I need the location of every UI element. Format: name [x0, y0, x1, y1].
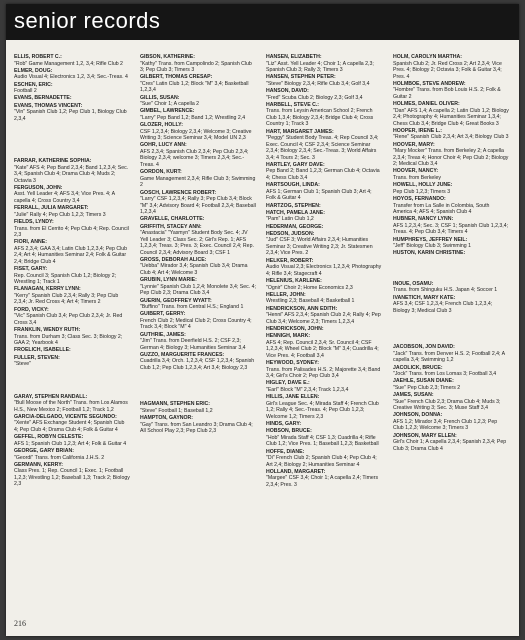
student-record [266, 203, 382, 210]
student-name: HENNIGH, MARK: [266, 333, 311, 340]
student-activities: "Jud" CSF 3; World Affairs 2,3,4; Humanities Seminar 3; Creative Writing 2,3; Jr. Statesmen 2,3,4; Vice Pres. 2 [266, 237, 373, 257]
student-record [393, 142, 509, 168]
student-activities: "Pam" Latin Club 1,2 [266, 216, 314, 223]
yearbook-page [6, 4, 519, 636]
student-activities: AFS 1,2; Mirador 3,4; French Club 1,2,3; Pep Club 1,2,3; Welcome 3; Timers 3 [393, 418, 498, 432]
student-activities: Wrestling 2,3; Baseball 4; Basketball 1 [266, 298, 355, 305]
student-name: HOOVER, NANCY: [393, 168, 439, 175]
student-name: HARTZOG, STEPHEN: [266, 202, 321, 209]
student-name: GORDON, KURT: [140, 169, 182, 176]
student-record [140, 190, 256, 216]
student-activities: "Hob" Mirada Staff 4; CSF 1,3; Cuadrilla 4; Rifle Club 1,2; Vice Pres. 1; Baseball 1,2,3; Basketball [266, 434, 379, 448]
student-activities: "Mary Mocker" Trans. from Berkeley 2; A capella 2,3,4; Treas 4; Honor Choir 4; Pep Club 2; Biology 2; Medical Club 3,4 [393, 148, 509, 168]
student-name: FISET, GARY: [14, 266, 48, 273]
student-activities: French Club 2; Medical Club 2; Cross Country 4; Track 3,4; Block "M" 4 [140, 317, 252, 331]
student-name: HARTSOUGH, LINDA: [266, 182, 320, 189]
student-name: FROELICH, ISABELLE: [14, 347, 71, 354]
student-activities: "Larry" Pep Band 1,2; Band 1,2; Wrestling 2,4 [140, 114, 246, 121]
student-name: HOLLAND, MARGARET: [266, 468, 326, 475]
student-record [140, 298, 256, 311]
student-name: GRIFFITH, STACEY ANN: [140, 223, 202, 230]
student-name: FARRAR, KATHERINE SOPHIA: [14, 158, 92, 165]
student-activities: "Ognir" Choir 2; Home Economics 2,3 [266, 284, 353, 291]
student-activities: AFS 1; Spanish Club 1,2,3; Art 4; Folk & Guitar 4 [14, 440, 127, 447]
student-record [266, 224, 382, 231]
student-record [393, 182, 509, 195]
student-activities: "Sue" French Club 2,3; Drama Club 4; Muds 3; Creative Writing 3; Sec. 3; Muse Staff 3,4 [393, 398, 501, 412]
student-record [14, 158, 130, 184]
student-record [14, 448, 130, 461]
student-name: GRUBIN, LYNN MARIE: [140, 277, 197, 284]
student-record [266, 394, 382, 420]
letter-group [14, 54, 130, 122]
student-name: HOFFE, DIANE: [266, 448, 305, 455]
student-activities: "Rob" Game Management 1,2, 3,4; Rifle Club 2 [14, 60, 123, 67]
student-activities: "Vin" Spanish Club 1,2; Pep Club 1, Biology Club 2,3,4 [14, 109, 127, 122]
student-name: EVANS, BERNADETTE: [14, 95, 72, 102]
student-name: JAMES, SUSAN: [393, 392, 434, 399]
student-activities: Transfer from La Salle in Colombia, South America 4; AFS 4; Spanish Club 4 [393, 202, 490, 216]
student-record [266, 278, 382, 291]
section-header-bar [6, 4, 519, 40]
student-record [14, 266, 130, 286]
student-name: GRAVELLE, CHARLOTTE: [140, 216, 205, 223]
student-record [140, 257, 256, 277]
student-record [393, 365, 509, 378]
student-name: GILLIS, SUSAN: [140, 94, 180, 101]
student-name: GOHR, LUCY ANN: [140, 142, 187, 149]
student-activities: "Geordi" Trans. from California J.H.S. 2 [14, 454, 105, 461]
letter-group [393, 281, 509, 314]
student-record [266, 102, 382, 128]
student-name: FIELDS, LYNDY: [14, 219, 54, 226]
student-name: GOSCH, LAWRENCE ROBERT: [140, 189, 217, 196]
student-record [140, 216, 256, 223]
student-name: HEDERMAN, GEORGE: [266, 223, 324, 230]
student-name: HUMPHREYS, JEFFREY NEIL: [393, 236, 468, 243]
student-activities: "Jack" Trans. from Denver H.S. 2; Football 2,4; A capella 3,4; Swimming 1,2 [393, 350, 505, 364]
section-title: senior records [14, 8, 161, 33]
student-activities: Trans. from Shinguku H.S. Japan 4; Soccer 1 [393, 287, 498, 294]
student-activities: Girl's League Sec. 4; Mirada Staff 4; French Club 1,2; Rally 4; Sec.-Treas. 4; Pep Club 1,2,3; Welcome 1,2; Timers 2,3 [266, 400, 379, 420]
student-activities: "Sue" Pep Club 2,3; Timers 2 [393, 384, 461, 391]
student-record [266, 182, 382, 202]
student-name: HUBNER, NANCY LYNN: [393, 216, 454, 223]
student-name: HEDSON, JUDSON: [266, 230, 315, 237]
student-record [393, 54, 509, 80]
student-record [14, 434, 130, 447]
student-name: HOYOS, FERNANDO: [393, 196, 446, 203]
student-record [14, 355, 130, 368]
letter-group [393, 54, 509, 257]
student-activities: "Jim" Trans. from Deerfield H.S. 2; CSF 2,3; German 4; Biology 3; Humanities Seminar 3,4 [140, 338, 246, 351]
student-name: HAMPTON, GAYNOR: [140, 415, 194, 422]
student-name: GUTHRIE, JAMES: [140, 331, 186, 338]
student-record [266, 129, 382, 162]
student-name: FULLER, STEVEN: [14, 354, 60, 361]
student-name: HENDRICKSON, ANN EDITH: [266, 305, 338, 312]
letter-group [140, 401, 256, 434]
student-record [266, 380, 382, 393]
student-record [14, 82, 130, 95]
student-record [266, 428, 382, 448]
student-activities: "Rene" Spanish Club 2,3,4; Art 3,4; Biology Club 3 [393, 134, 509, 141]
student-activities: Trans. from El Cerrito 4; Pep Club 4; Rep. Council 2,3 [14, 225, 129, 239]
student-record [393, 392, 509, 412]
student-activities: "Margee" CSF 3,4; Choir 1; A capella 2,4; Timers 2,3,4; Pres. 3 [266, 475, 379, 488]
student-name: HELENIUS, KARLENE: [266, 278, 322, 285]
student-name: FLANAGAN, KERRY LYNN: [14, 286, 81, 293]
letter-group [140, 54, 256, 371]
student-activities: "Dan" AFS 1,4; A capella 2; Latin Club 1,2; Biology 2,4; Photography 4; Humanities Seminar 1,3,4; Chess Club 3,4; Bridge Club 4; Great Books 3 [393, 107, 509, 127]
student-name: JOHNSON, MARY ELLEN: [393, 432, 457, 439]
student-name: HANSEN, ELIZABETH: [266, 54, 322, 60]
page-number: 216 [14, 619, 26, 628]
student-record [393, 216, 509, 236]
student-record [14, 54, 130, 67]
student-record [393, 378, 509, 391]
student-activities: Girl's Choir 1; A capella 2,3,4; Spanish 2,3,4; Pep Club 3; Drama Club 4 [393, 439, 507, 452]
student-record [140, 122, 256, 142]
student-name: FORD, VICKY: [14, 306, 49, 313]
student-activities: Audio Visual 4; Electronics 1,2, 3,4; Sec.-Treas. 4 [14, 74, 128, 81]
student-record [393, 344, 509, 364]
student-record [266, 449, 382, 469]
student-record [266, 74, 382, 87]
student-record [393, 295, 509, 315]
student-record [14, 462, 130, 488]
student-activities: AFS 2,3,4; Spanish Club 2,3,4; Pep Club 2,3,4; Biology 2,3,4; welcome 3; Timers 2,3,4; Sec.-Treas. 4 [140, 148, 249, 168]
student-record [393, 168, 509, 181]
student-name: HARBELL, STEVE C.: [266, 101, 320, 108]
student-activities: "Bull Moose of the North" Trans. from Los Alamos H.S., New Mexico 2; Football 1,2; Track 1,2 [14, 400, 128, 413]
student-name: GEORGE, GARY BRIAN: [14, 448, 74, 455]
student-activities: Pep Club 1,2,3; Timers 3 [393, 188, 451, 195]
student-name: GIMBEL, LAWRENCE: [140, 108, 195, 115]
student-activities: Trans. from Leysin American School 2; French Club 1,3,4; Biology 2,3,4; Bridge Club 4; Cross Country 1; Track 3 [266, 108, 374, 128]
student-activities: AFS 1; German Club 1; Spanish Club 3; Art 4; Folk & Guitar 4 [266, 188, 372, 202]
student-record [266, 54, 382, 74]
student-record [140, 277, 256, 297]
student-activities: "Jock" Trans. from Los Lomas 3; Football 3,4 [393, 371, 497, 378]
student-activities: "Julie" Rally 4; Pep Club 1,2,3; Timers 3 [14, 211, 106, 218]
student-activities: AFS 4; Rep. Council 2,3,4; Sr. Council 4; CSF 1,2,3,4; Wheel Club 2; Block "M" 3,4; Cuadrilla 4; Vice Pres. 4; Football 3,4 [266, 339, 379, 359]
student-record [266, 306, 382, 326]
student-name: GARCIA-DELGADO, VICENTE SEGUNDO: [14, 413, 117, 420]
student-name: HARTLEY, GARY DAVE: [266, 161, 325, 168]
student-name: JAEHLE, SUSAN DIANE: [393, 378, 454, 385]
student-name: HATCH, PAMELA JANE: [266, 209, 325, 216]
student-activities: "Hombre" Trans. from Bob Louis H.S. 2; Folk & Guitar 2 [393, 87, 501, 100]
student-record [14, 327, 130, 347]
student-activities: CSF 1,2,3,4; Biology 2,3,4; Welcome 3; Creative Writing 3; Science Seminar 3,4; Model UN 2,3 [140, 128, 252, 142]
student-record [140, 95, 256, 108]
student-record [393, 433, 509, 453]
student-activities: "Di" French Club 2; Spanish Club 4; Pep Club 4; Art 2,4; Biology 2; Humanities Seminar 4 [266, 455, 377, 468]
student-name: HOLM, CAROLYN MARTHA: [393, 54, 462, 60]
student-activities: "Kate" AFS 4; Pep Band 2,3,4; Band 1,2,3,4; Sec. 3,4; Spanish Club 4; Drama Club 4; Muds 2; Octavia 3 [14, 164, 129, 184]
student-record [140, 54, 256, 74]
student-record [14, 219, 130, 239]
student-record [140, 224, 256, 257]
student-activities: Trans. from Durham 3; Class Sec. 3; Biology 2; GAA 2; Yearbook 4 [14, 333, 123, 347]
student-activities: "Anastacia" "Yasmyn" Student Body Sec. 4; JV Yell Leader 3; Class Sec. 2; Girl's Rep. 1; AFS 1,2,3,4; Treas. 3; Pres. 3; Exec. Council 2,4; Rep. Council 2,3,4; Advisory Board 3; CSF 1 [140, 230, 254, 256]
student-record [14, 103, 130, 123]
student-activities: "Uebba" Mirador 3,4; Spanish Club 3,4; Drama Club 4; Art 4; Welcome 3 [140, 263, 248, 276]
student-name: HOBSON, BRUCE: [266, 428, 312, 435]
student-activities: "Buffino" Trans. from Central H.S.; England 1 [140, 304, 244, 311]
student-record [14, 68, 130, 81]
student-activities: "Steve" [14, 361, 31, 368]
letter-group [14, 394, 130, 488]
student-activities: Football 2 [14, 88, 37, 95]
student-record [393, 412, 509, 432]
student-record [140, 169, 256, 189]
student-name: JACOLICK, BRUCE: [393, 364, 443, 371]
student-name: HILLIS, JANE ELLEN: [266, 394, 320, 401]
student-name: HOOVER, MARY: [393, 141, 435, 148]
student-record [266, 162, 382, 182]
student-record [393, 281, 509, 294]
student-record [266, 292, 382, 305]
records-column-1 [14, 54, 130, 489]
student-record [140, 311, 256, 331]
student-name: HELLER, JOHN: [266, 291, 306, 298]
student-record [266, 360, 382, 380]
student-record [393, 237, 509, 250]
student-name: ELLIS, ROBERT C.: [14, 54, 62, 60]
student-name: HAGMANN, STEPHEN ERIC: [140, 401, 211, 408]
letter-group [14, 158, 130, 367]
student-record [266, 421, 382, 428]
student-name: GARAY, STEPHEN RANDALL: [14, 393, 88, 400]
student-name: HIGLEY, DAVE E.: [266, 380, 310, 387]
student-name: HOWELL, HOLLY JUNE: [393, 182, 453, 189]
records-column-4 [393, 54, 509, 453]
student-record [393, 128, 509, 141]
student-activities: "Earl" Block "M" 2,3,4; Track 1,2,3,4 [266, 386, 349, 393]
student-activities: "Kathy" Trans. from Campolindo 2; Spanish Club 3; Pep Club 3; Timers 3 [140, 60, 252, 73]
student-name: HELKER, ROBERT: [266, 257, 314, 264]
student-record [140, 352, 256, 372]
student-name: EVANS, THOMAS VINCENT: [14, 102, 83, 109]
student-name: HEYWOOD, SYDNEY: [266, 360, 319, 367]
student-name: GILBERT, THOMAS CRESAP: [140, 74, 213, 81]
student-record [14, 286, 130, 306]
student-activities: Spanish Club 2; Jr. Red Cross 2; Art 2,3,4; Vice Pres. 4; Biology 2; Octavia 3; Folk & Guitar 3,4; Pres. 4 [393, 60, 502, 80]
student-record [14, 95, 130, 102]
student-record [266, 88, 382, 101]
student-name: GLOZER, HOLLY: [140, 122, 183, 129]
student-record [393, 81, 509, 101]
student-activities: AFS 3,4; CSF 1,2,3,4; French Club 1,2,3,4; Biology 3; Medical Club 3 [393, 301, 493, 314]
student-activities: "Vic" Spanish Club 3,4; Pep Club 2,3,4; Jr. Red Cross 3,4 [14, 313, 123, 326]
student-record [14, 205, 130, 218]
student-activities: "Peggy" Student Body Treas. 4; Rep Council 3,4; Exec. Council 4; CSF 2,3,4; Science Seminar 2,3,4; Biology 2,3,4; Sec.-Treas. 3; World Affairs 3,4; 4 Tours 2; Sec. 3 [266, 135, 379, 161]
student-activities: "Henni" AFS 2,3,4; Spanish Club 2,4; Rally 4; Pep Club 3,4; Welcome 2,3; Timers 1,2,3,4 [266, 312, 381, 325]
student-activities: "Fred" Scuba Club 2; Biology 2,3; Golf 3,4 [266, 94, 363, 101]
student-name: GUERIN, GEOFFREY WYATT: [140, 297, 212, 304]
student-activities: Asst. Yell Leader 4; AFS 3,4; Vice Pres. 4; A capella 4; Cross Country 3,4 [14, 191, 115, 204]
student-name: HOLMES, DANIEL OLIVER: [393, 101, 460, 108]
student-activities: "Lynnie" Spanish Club 1,2,4; Monolete 3,4; Sec. 4; Pep Club 2,3; Drama Club 3,4 [140, 283, 256, 297]
student-name: FRANKLIN, WENDY RUTH: [14, 327, 81, 334]
student-record [140, 74, 256, 94]
student-record [14, 394, 130, 414]
student-record [266, 258, 382, 278]
student-record [140, 142, 256, 168]
student-activities: "Steve" Football 1; Baseball 1,2 [140, 407, 213, 414]
student-record [393, 250, 509, 257]
student-name: GEFFEL, ROBYN CELESTE: [14, 434, 84, 441]
student-record [266, 326, 382, 333]
student-record [14, 347, 130, 354]
student-activities: Trans. from Berkeley [393, 174, 441, 181]
student-activities: Rep. Council 3; Spanish Club 1,2; Biology 2; Wrestling 1; Track 1 [14, 272, 117, 286]
student-name: JACOBSON, JON DAVID: [393, 344, 455, 351]
student-name: GERMANN, KERRY: [14, 461, 63, 468]
student-activities: "Xente" AFS Exchange Student 4; Spanish Club 4; Pep Club 4; Drama Club 4; Folk & Guitar 4 [14, 420, 125, 433]
student-record [140, 108, 256, 121]
student-activities: "Jeff" Biology Club 3; Swimming 1 [393, 243, 471, 250]
student-record [393, 196, 509, 216]
student-record [266, 469, 382, 489]
student-record [266, 333, 382, 359]
student-name: FIORI, ANNE: [14, 239, 47, 246]
student-activities: "Sue" Choir 1; A capella 2 [140, 101, 200, 108]
student-name: HOOPER, IRENE L.: [393, 127, 442, 134]
student-activities: Trans. from Palisades H.S. 2; Majorette 3,4; Band 3,4; Girl's Choir 2; Pep Club 3,4 [266, 366, 381, 380]
student-name: GROSS, DEBORAH ALICE: [140, 256, 207, 263]
student-activities: "Steve" Biology 2,3,4; Rifle Club 3,4; Golf 3,4 [266, 80, 370, 87]
student-activities: Pep Band 2; Band 1,2,3; German Club 4; Octavia 4; Chess Club 3,4 [266, 168, 380, 181]
student-record [14, 239, 130, 265]
student-record [140, 332, 256, 352]
student-activities: "Larry" CSF 1,2,3,4; Rally 3; Pep Club 3,4; Block "M" 3,4; Advisory Board 4; Football 2,3,4; Baseball 1,2,3,4 [140, 196, 256, 216]
student-activities: Game Management 2,3,4; Rifle Club 3; Swimming 2 [140, 175, 256, 189]
student-record [14, 185, 130, 205]
student-name: INOUE, OSAMU: [393, 280, 434, 287]
student-record [140, 401, 256, 414]
records-column-3 [266, 54, 382, 489]
student-activities: "Gay" Trans. from San Leandro 3; Drama Club 4; All School Play 2,3; Pep Club 2,3 [140, 421, 253, 435]
student-activities: AFS 2,3,4; GAA 3,4; Latin Club 1,2,3,4; Pep Club 2,4; Art 4; Humanities Seminar 2,4; Folk & Guitar 2,4; Bridge Club 4 [14, 245, 128, 265]
student-record [14, 307, 130, 327]
student-activities: AFS 1,2,3,4; Sec. 3; CSF 1; Spanish Club 1,2,3,4; Treas. 4; Pep Club 3,4; Timers 4 [393, 222, 509, 236]
student-record [393, 101, 509, 127]
student-record [14, 414, 130, 434]
student-activities: Audio Visual 2,3; Electronics 1,2,3,4; Photography 4; Rifle 3,4; Stagecraft 4 [266, 264, 382, 277]
student-name: GIBSON, KATHERINE: [140, 54, 195, 60]
student-name: HINDS, GARY: [266, 420, 302, 427]
student-name: HANSON, DAVID: [266, 88, 309, 95]
student-name: HART, MARGARET JAMES: [266, 128, 334, 135]
student-record [266, 231, 382, 257]
student-name: FERRALL, JULIA MARGARET: [14, 205, 89, 212]
student-record [140, 415, 256, 435]
student-name: HANSEN, STEPHEN PETER: [266, 74, 336, 81]
letter-group [393, 344, 509, 452]
student-name: GUIBERT, GERRY: [140, 311, 186, 318]
student-activities: "Liz" Asst. Yell Leader 4; Choir 1; A capella 2,3; Spanish Club 3; Rally 3; Timers 3 [266, 60, 374, 73]
student-activities: Class Pres. 1; Rep. Council 1; Exec. 1; Football 1,2,3; Wrestling 1,2; Baseball 1,3; Track 2; Biology 2,3 [14, 468, 130, 488]
records-column-2 [140, 54, 256, 436]
student-record [266, 210, 382, 223]
student-name: HOLMBOE, STEVE ANDREW: [393, 80, 466, 87]
student-name: HENDRICKSON, JOHN: [266, 325, 324, 332]
student-name: JOHNSON, DONNA: [393, 412, 443, 419]
student-name: FERGUSON, JOHN: [14, 184, 63, 191]
student-name: GUZZO, MARGUERITE FRANCES: [140, 351, 225, 358]
student-activities: "Cres" Latin Club 1,2; Block "M" 3,4; Basketball 1,2,3,4 [140, 80, 249, 94]
student-name: ESCHEN, ERIC: [14, 81, 53, 88]
student-name: HUSTON, KARIN CHRISTINE: [393, 250, 466, 257]
letter-group [266, 54, 382, 488]
student-activities: Cuadrilla 3,4; Orch. 1,2,3,4; CSF 1,2,3,4; Spanish Club 1,2; Pep Club 1,2,3,4; Art 3,4; Biology 2,3 [140, 358, 255, 371]
student-name: ELMER, DOUG: [14, 67, 53, 74]
student-name: IVANETICH, MARY KATE: [393, 294, 456, 301]
student-activities: "Kerry" Spanish Club 2,3,4; Rally 3; Pep Club 2,3,4; Jr. Red Cross 4; Art 4; Timers 2 [14, 292, 119, 306]
